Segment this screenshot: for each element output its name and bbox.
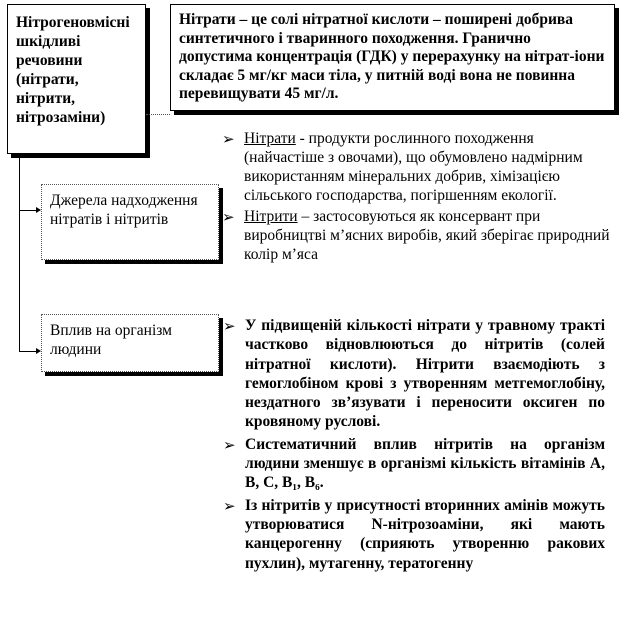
arrowhead-bullet-icon: ➢: [222, 208, 235, 226]
list-item: [222, 129, 612, 205]
arrowhead-bullet-icon: ➢: [223, 317, 236, 335]
item-text: Із нітритів у присутності вторинних амінів можуть утворюватися N-нітрозоаміни, які мають канцерогенну (сприяють утворенню ракових пухлин), мутагенну, тератогенну: [245, 496, 605, 572]
item-text: Систематичний вплив нітритів на організм людини зменшує в організмі кількість вітамінів А, В, С, B₁, B₆.: [245, 435, 605, 492]
item-text: У підвищеній кількості нітрати у травному тракті частково відновлюються до нітритів (солей нітратної кислоти). Нітрити взаємодіють з гемоглобіном крові з утворенням метгемоглобіну, нездатного зв’язувати і переносити оксиген по кровяному руслові.: [245, 317, 605, 431]
definition-box: [170, 4, 615, 111]
list-item: [222, 207, 612, 264]
effects-label-box: [41, 314, 219, 372]
effects-label: Вплив на організм людини: [50, 322, 172, 358]
title-text: Нітрогеновмісні шкідливі речовини (нітрати, нітрити, нітрозаміни): [16, 14, 130, 126]
definition-text: Нітрати – це солі нітратної кислоти – поширені добрива синтетичного і тваринного походження. Гранично допустима концентрація (ГДК) у перерахунку на нітрат-іони складає 5 мг/кг маси тіла, у питній воді вона не повинна перевищувати 45 мг/л.: [179, 11, 605, 102]
dotted-connector: [146, 114, 170, 115]
item-text: - продукти рослинного походження (найчастіше з овочами), що обумовлено надмірним використанням мінеральних добрив, хімізацією сільського господарства, погіршенням екології.: [244, 130, 583, 204]
list-item: [223, 316, 605, 432]
term-nitrites: Нітрити: [244, 208, 298, 225]
sources-label: Джерела надходження нітратів і нітритів: [50, 192, 198, 228]
arrowhead-bullet-icon: ➢: [223, 435, 236, 454]
item-text: – застосовуються як консервант при виробництві м’ясних виробів, який зберігає природний колір м’яса: [244, 208, 610, 263]
arrowhead-bullet-icon: ➢: [222, 130, 235, 148]
tree-vertical-line: [19, 154, 20, 352]
effects-list: [223, 316, 605, 576]
arrowhead-bullet-icon: ➢: [223, 496, 236, 515]
list-item: [223, 435, 605, 493]
term-nitrates: Нітрати: [244, 130, 296, 147]
sources-label-box: [41, 184, 219, 260]
list-item: [223, 496, 605, 573]
sources-list: [222, 129, 612, 266]
title-box: [7, 4, 146, 154]
